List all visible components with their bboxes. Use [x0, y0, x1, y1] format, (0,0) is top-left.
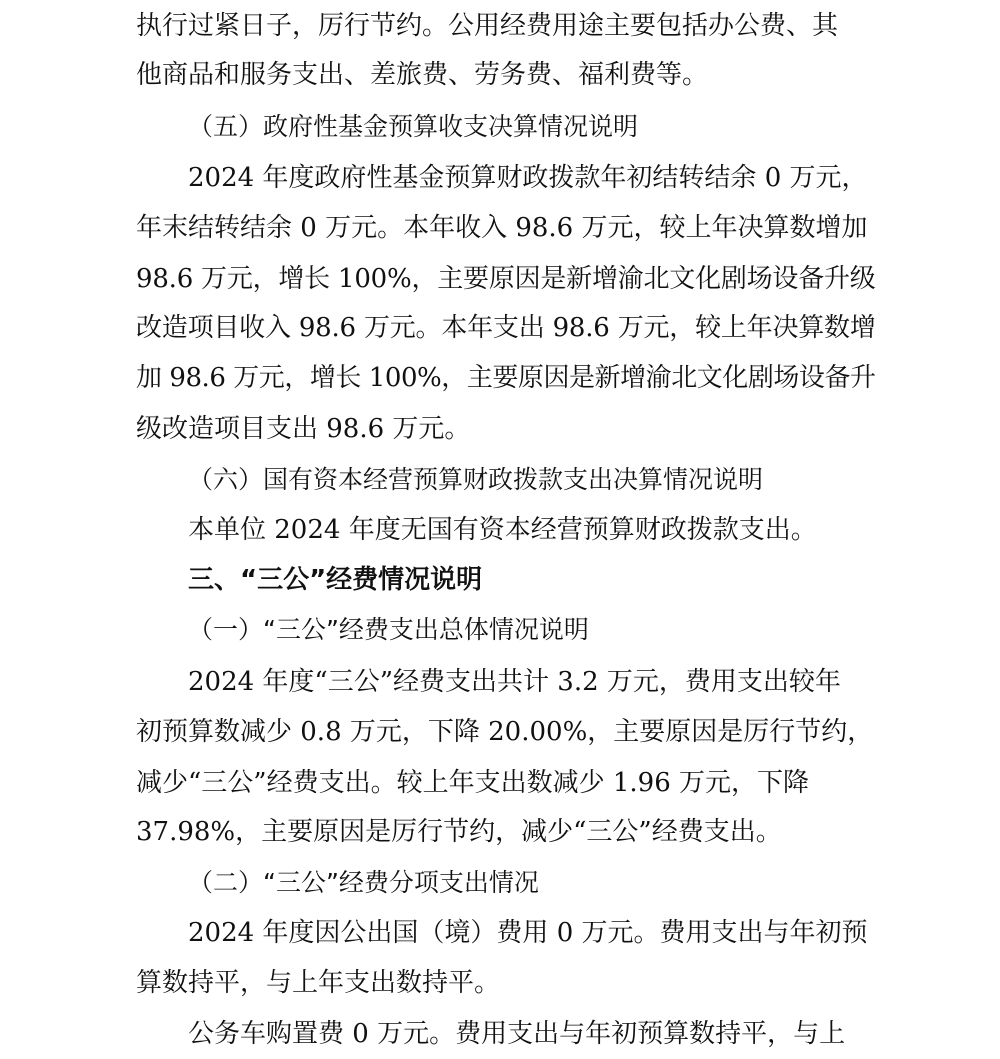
body-line: 级改造项目支出 98.6 万元。	[136, 414, 471, 444]
body-line: 2024 年度因公出国（境）费用 0 万元。费用支出与年初预	[188, 918, 868, 948]
chapter-heading: 三、“三公”经费情况说明	[188, 565, 483, 595]
body-line: 他商品和服务支出、差旅费、劳务费、福利费等。	[136, 60, 709, 90]
body-line: 初预算数减少 0.8 万元，下降 20.00%，主要原因是厉行节约，	[136, 717, 874, 747]
body-line: 2024 年度政府性基金预算财政拨款年初结转结余 0 万元，	[188, 163, 868, 193]
body-line: 98.6 万元，增长 100%，主要原因是新增渝北文化剧场设备升级	[136, 264, 876, 294]
body-line: 改造项目收入 98.6 万元。本年支出 98.6 万元，较上年决算数增	[136, 313, 876, 343]
body-line: 执行过紧日子，厉行节约。公用经费用途主要包括办公费、其	[136, 11, 839, 41]
body-line: 减少“三公”经费支出。较上年支出数减少 1.96 万元，下降	[136, 768, 810, 798]
body-line: 本单位 2024 年度无国有资本经营预算财政拨款支出。	[188, 515, 817, 545]
body-line: 公务车购置费 0 万元。费用支出与年初预算数持平，与上	[188, 1019, 846, 1049]
body-line: 加 98.6 万元，增长 100%，主要原因是新增渝北文化剧场设备升	[136, 363, 876, 393]
body-line: 算数持平，与上年支出数持平。	[136, 968, 501, 998]
section-heading: （一）“三公”经费支出总体情况说明	[188, 615, 589, 644]
body-line: 2024 年度“三公”经费支出共计 3.2 万元，费用支出较年	[188, 667, 841, 697]
body-line: 年末结转结余 0 万元。本年收入 98.6 万元，较上年决算数增加	[136, 213, 868, 243]
section-heading: （六）国有资本经营预算财政拨款支出决算情况说明	[188, 465, 764, 494]
body-line: 37.98%，主要原因是厉行节约，减少“三公”经费支出。	[136, 817, 782, 847]
section-heading: （二）“三公”经费分项支出情况	[188, 868, 539, 897]
section-heading: （五）政府性基金预算收支决算情况说明	[188, 112, 639, 141]
